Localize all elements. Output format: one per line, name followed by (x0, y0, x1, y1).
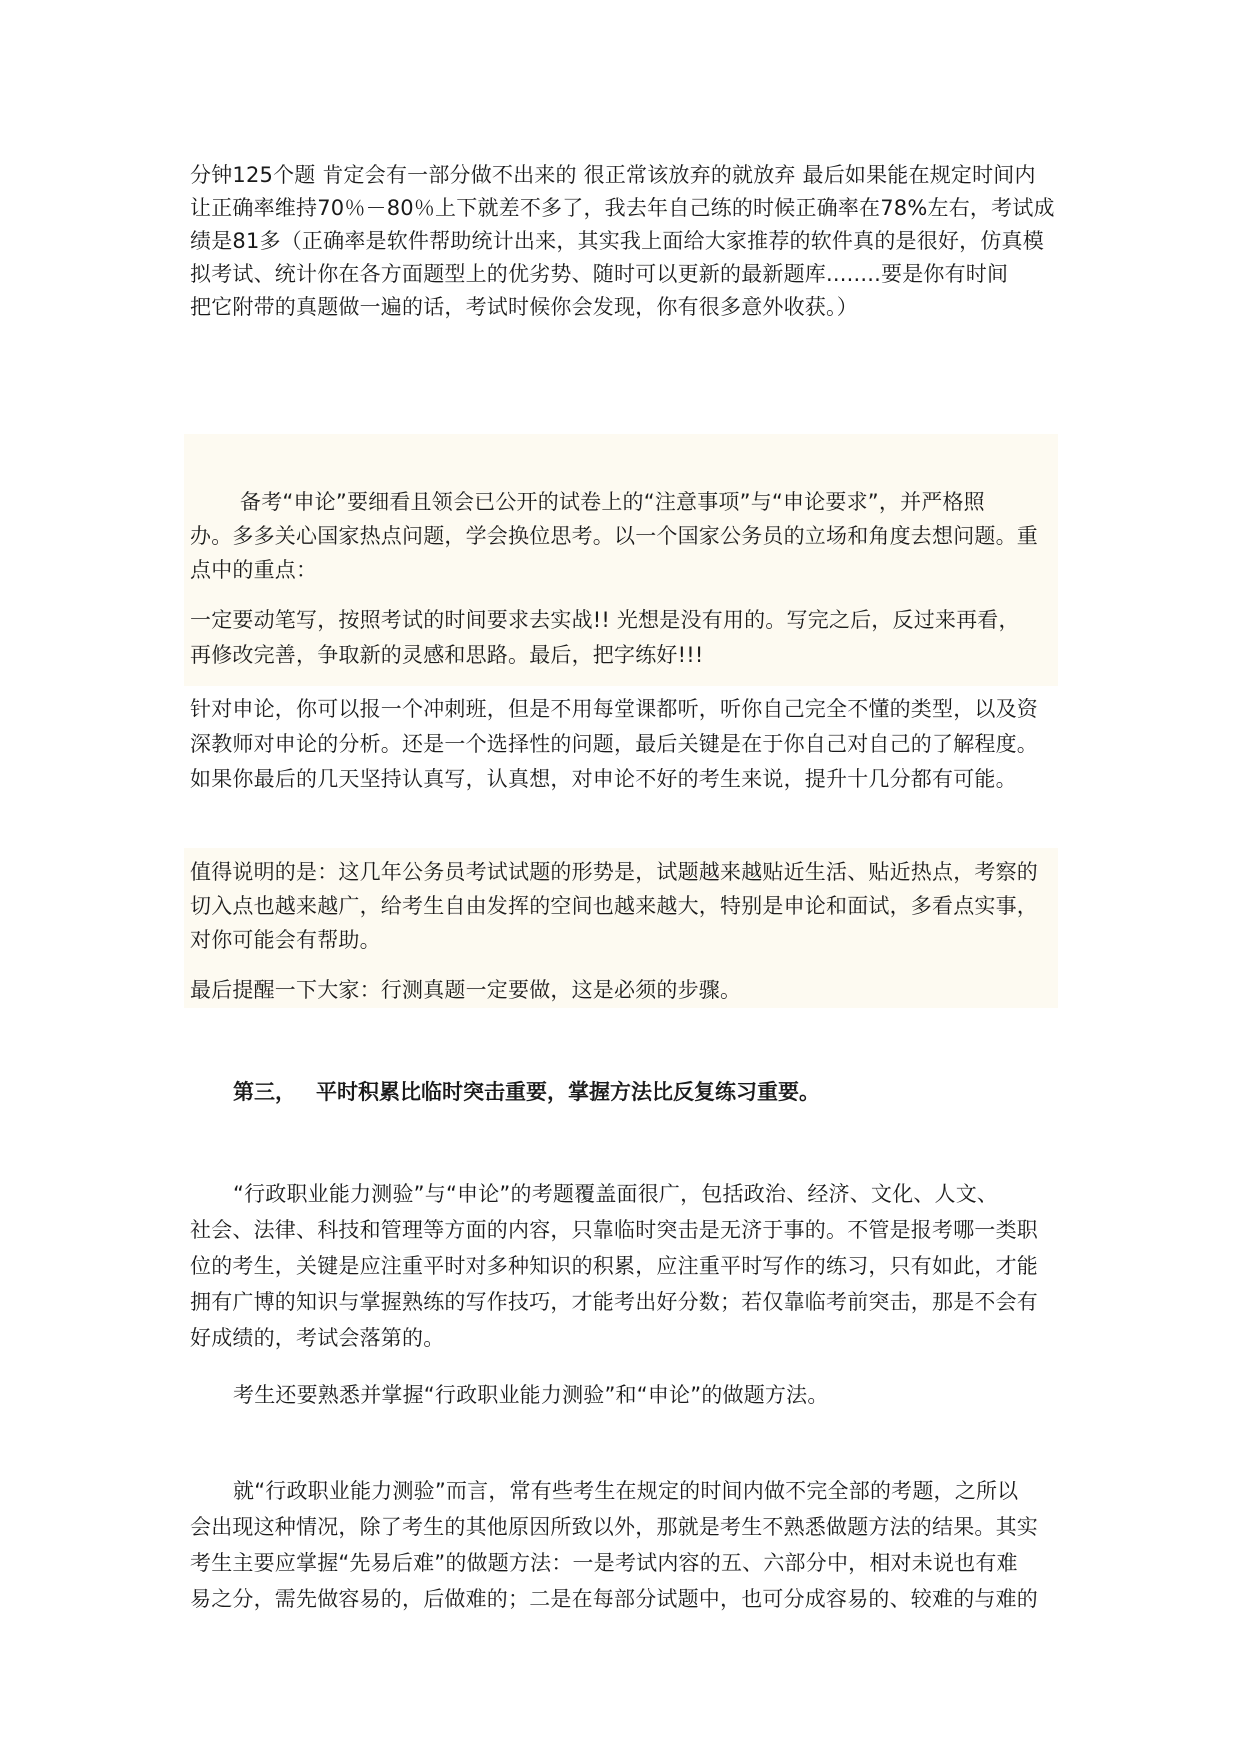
section-heading (233, 1077, 820, 1107)
paragraph-line: 好成绩的，考试会落第的。 (190, 1326, 445, 1350)
paragraph-line: 拟考试、统计你在各方面题型上的优劣势、随时可以更新的最新题库........要是你有时间 (190, 262, 1009, 286)
paragraph-line: 值得说明的是：这几年公务员考试试题的形势是，试题越来越贴近生活、贴近热点，考察的 (190, 860, 1038, 884)
paragraph-line: 拥有广博的知识与掌握熟练的写作技巧，才能考出好分数；若仅靠临考前突击，那是不会有 (190, 1290, 1038, 1314)
paragraph-line: 对你可能会有帮助。 (190, 928, 381, 952)
paragraph-line: 点中的重点： (190, 558, 318, 582)
paragraph-line: 社会、法律、科技和管理等方面的内容，只靠临时突击是无济于事的。不管是报考哪一类职 (190, 1218, 1038, 1242)
paragraph-line: 绩是81多（正确率是软件帮助统计出来，其实我上面给大家推荐的软件真的是很好，仿真模 (190, 229, 1044, 253)
paragraph-line: 一定要动笔写，按照考试的时间要求去实战!! 光想是没有用的。写完之后，反过来再看， (190, 608, 1020, 632)
paragraph-line: 最后提醒一下大家：行测真题一定要做，这是必须的步骤。 (190, 978, 742, 1002)
paragraph-line: 再修改完善，争取新的灵感和思路。最后，把字练好!!! (190, 643, 704, 667)
paragraph-line: 深教师对申论的分析。还是一个选择性的问题，最后关键是在于你自己对自己的了解程度。 (190, 732, 1038, 756)
paragraph-line: 会出现这种情况，除了考生的其他原因所致以外，那就是考生不熟悉做题方法的结果。其实 (190, 1515, 1038, 1539)
section-heading-text: 平时积累比临时突击重要，掌握方法比反复练习重要。 (316, 1080, 820, 1104)
paragraph-line: 办。多多关心国家热点问题，学会换位思考。以一个国家公务员的立场和角度去想问题。重 (190, 524, 1038, 548)
paragraph-line: 针对申论，你可以报一个冲刺班，但是不用每堂课都听，听你自己完全不懂的类型，以及资 (190, 697, 1038, 721)
paragraph-line: 备考“申论”要细看且领会已公开的试卷上的“注意事项”与“申论要求”，并严格照 (240, 490, 985, 514)
paragraph-line: “行政职业能力测验”与“申论”的考题覆盖面很广，包括政治、经济、文化、人文、 (233, 1182, 999, 1206)
paragraph-line: 就“行政职业能力测验”而言，常有些考生在规定的时间内做不完全部的考题，之所以 (233, 1479, 1019, 1503)
paragraph-line: 易之分，需先做容易的，后做难的；二是在每部分试题中，也可分成容易的、较难的与难的 (190, 1587, 1038, 1611)
paragraph-line: 考生主要应掌握“先易后难”的做题方法：一是考试内容的五、六部分中，相对未说也有难 (190, 1551, 1018, 1575)
paragraph-line: 考生还要熟悉并掌握“行政职业能力测验”和“申论”的做题方法。 (233, 1383, 829, 1407)
paragraph-line: 把它附带的真题做一遍的话，考试时候你会发现，你有很多意外收获。） (190, 295, 858, 319)
paragraph-line: 让正确率维持70％－80％上下就差不多了，我去年自己练的时候正确率在78%左右，考试成 (190, 196, 1055, 220)
paragraph-line: 切入点也越来越广，给考生自由发挥的空间也越来越大，特别是申论和面试，多看点实事， (190, 894, 1038, 918)
paragraph-line: 如果你最后的几天坚持认真写，认真想，对申论不好的考生来说，提升十几分都有可能。 (190, 767, 1017, 791)
paragraph-line: 位的考生，关键是应注重平时对多种知识的积累，应注重平时写作的练习，只有如此，才能 (190, 1254, 1038, 1278)
paragraph-line: 分钟125个题 肯定会有一部分做不出来的 很正常该放弃的就放弃 最后如果能在规定时间内 (190, 163, 1036, 187)
section-heading-number: 第三， (233, 1080, 296, 1104)
